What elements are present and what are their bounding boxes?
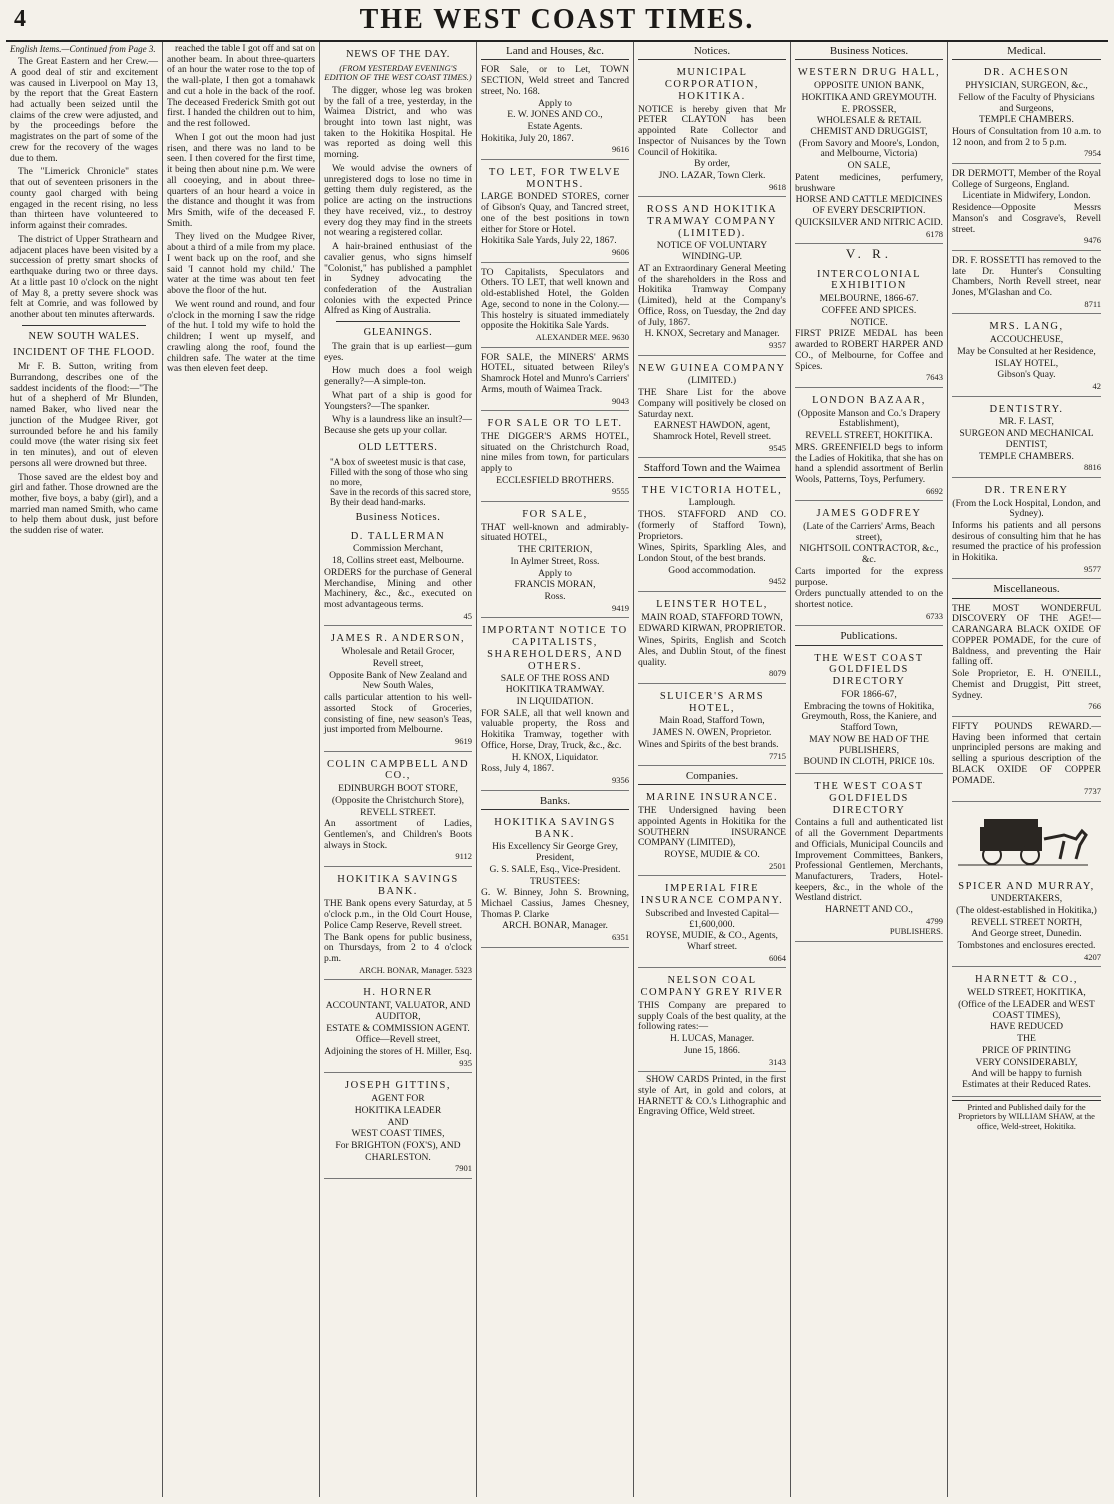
ad-line: For BRIGHTON (FOX'S), AND xyxy=(335,1140,461,1151)
ad-line: IN LIQUIDATION. xyxy=(516,695,594,707)
ad-title: NEW GUINEA COMPANY xyxy=(638,362,786,374)
ad-number: 6692 xyxy=(926,485,943,496)
advertisement xyxy=(481,266,629,348)
section-heading-banks: Banks. xyxy=(481,794,629,810)
ad-line: Gibson's Quay. xyxy=(997,369,1056,381)
article-paragraph: The Great Eastern and her Crew.—A good deal of stir and excitement was caused in Liverpool on May 13, by the report that the Great Eastern had actually been seized until the claims of the crew were adjusted, and by the proceedings before the magistrates on the part of some of the crew for the recovery of the wages due to them. xyxy=(10,56,158,164)
ad-line: G. S. SALE, Esq., Vice-President. xyxy=(489,863,621,875)
ad-line: WEST COAST TIMES, xyxy=(351,1128,445,1140)
ad-number: 7954 xyxy=(1084,148,1101,159)
ad-line: WHOLESALE & RETAIL CHEMIST AND DRUGGIST, xyxy=(810,115,928,137)
poem-line: Save in the records of this sacred store, xyxy=(330,486,471,497)
news-paragraph: We would advise the owners of unregistered dogs to lose no time in getting them duly registered, as the police are acting on the instructions they have received, viz., to destroy every dog they may find in the streets not wearing a registered collar. xyxy=(324,162,472,239)
ad-line: THE CRITERION, xyxy=(517,544,593,556)
ad-number: ARCH. BONAR, Manager. 5323 xyxy=(359,964,472,975)
ad-line: MELBOURNE, 1866-67. xyxy=(819,293,919,305)
ad-line: EDWARD KIRWAN, PROPRIETOR. xyxy=(638,623,786,635)
ad-line: E. PROSSER, xyxy=(841,103,897,115)
ad-line: And will be happy to furnish Estimates at their Reduced Rates. xyxy=(962,1068,1091,1091)
ad-line: Wines and Spirits of the best brands. xyxy=(638,738,779,750)
advertisement xyxy=(952,481,1101,580)
ad-line: Embracing the towns of Hokitika, Greymouth, Ross, the Kaniere, and Stafford Town, xyxy=(801,700,937,734)
article-paragraph: The "Limerick Chronicle" states that out of seventeen prisoners in the county gaol charged with being engaged in the recent rising, no less than thirteen have volunteered to inform against their comrades. xyxy=(10,166,158,232)
ad-number: 9112 xyxy=(455,851,472,862)
ad-number: 42 xyxy=(1092,381,1101,392)
advertisement xyxy=(638,788,786,876)
ad-line: Apply to xyxy=(538,97,572,109)
divider xyxy=(336,321,460,322)
ad-line: UNDERTAKERS, xyxy=(990,893,1063,905)
advertisement xyxy=(638,595,786,684)
advertisement xyxy=(638,481,786,592)
ad-line: THE xyxy=(1017,1033,1036,1045)
advertisement xyxy=(481,351,629,411)
column-5 xyxy=(634,42,791,1497)
ad-line: Opposite Bank of New Zealand and New South Wales, xyxy=(329,669,467,692)
advertisement xyxy=(324,629,472,751)
ad-line: REVELL STREET. xyxy=(360,806,436,818)
gleaning-item: The grain that is up earliest—gum eyes. xyxy=(324,340,472,363)
ad-line: MRS. GREENFIELD begs to inform the Ladies of Hokitika, that she has on hand a splendid assortment of Berlin Wools, Patterns, Toys, Perfumery. xyxy=(795,441,943,485)
column-7 xyxy=(948,42,1105,1497)
ad-line: Informs his patients and all persons desirous of consulting him that he has resumed the practice of his profession in Hokitika. xyxy=(952,519,1101,564)
ad-line: Contains a full and authenticated list of all the Government Departments and Officials, Municipal Councils and Improvement Committees, Bankers, Professional Gentlemen, Merchants, Manufacturers, Traders, Hotel-keepers, &c., in the whole of the Westland district. xyxy=(795,817,943,904)
ad-number: 3143 xyxy=(769,1056,786,1067)
advertisement xyxy=(481,813,629,948)
ad-line: JNO. LAZAR, Town Clerk. xyxy=(658,169,766,181)
ad-title: MUNICIPAL CORPORATION, HOKITIKA. xyxy=(664,67,760,102)
ad-line: TO Capitalists, Speculators and Others. TO LET, that well known and old-established Hotel, the Golden Age, second to none in the Colony.—This hostelry is situated immediately opposite the Hokitika Sale Yards. xyxy=(481,266,629,332)
ad-title: JOSEPH GITTINS, xyxy=(345,1080,451,1092)
article-paragraph: Mr F. B. Sutton, writing from Burrandong, describes one of the saddest incidents of the flood:—"The hut of a shepherd of Mr Blunden, named Baker, who lived near the junction of the Mudgee River, got surrounded before he and his family could move (the water rising six feet in ten minutes), and out of eleven persons all were drowned but three. xyxy=(10,361,158,469)
advertisement xyxy=(952,254,1101,314)
ad-line: (From the Lock Hospital, London, and Sydney). xyxy=(952,497,1101,520)
business-notices-heading: Business Notices. xyxy=(355,511,441,523)
ad-line: REVELL STREET NORTH, xyxy=(970,916,1083,928)
ad-line: FOR SALE, the MINERS' ARMS HOTEL, situated between Riley's Shamrock Hotel and Munro's Carriers' Arms, mouth of Waimea Track. xyxy=(481,351,629,395)
section-heading-notices: Notices. xyxy=(638,44,786,60)
advertisement xyxy=(481,63,629,160)
ad-line: BOUND IN CLOTH, PRICE 10s. xyxy=(803,756,935,768)
ad-number: 9419 xyxy=(612,602,629,613)
masthead xyxy=(6,0,1108,42)
ad-line: MR. F. LAST, xyxy=(999,416,1054,428)
gleaning-item: How much does a fool weigh generally?—A simple-ton. xyxy=(324,365,472,388)
advertisement xyxy=(952,167,1101,251)
ad-line: Good accommodation. xyxy=(668,564,756,576)
ad-line: Licentiate in Midwifery, London. xyxy=(962,190,1091,202)
ad-line: FOR 1866-67, xyxy=(841,688,897,700)
ad-line: JAMES N. OWEN, Proprietor. xyxy=(652,727,772,739)
ad-line: THE DIGGER'S ARMS HOTEL, situated on the Christchurch Road, nine miles from town, for particulars apply to xyxy=(481,430,629,474)
ad-title: JAMES R. ANDERSON, xyxy=(330,633,466,645)
advertisement xyxy=(952,317,1101,396)
ad-number: 9476 xyxy=(1084,235,1101,246)
advertisement xyxy=(795,777,943,942)
ad-title: TO LET, FOR TWELVE MONTHS. xyxy=(488,166,622,190)
ad-line: MAIN ROAD, STAFFORD TOWN, xyxy=(641,611,783,623)
ad-title: IMPERIAL FIRE INSURANCE COMPANY. xyxy=(640,883,784,907)
ad-line: HAVE REDUCED xyxy=(989,1021,1064,1033)
ad-number: 8711 xyxy=(1084,298,1101,309)
advertisement xyxy=(795,391,943,501)
poem-line: Filled with the song of those who sing no more, xyxy=(330,466,468,487)
ad-title: LONDON BAZAAR, xyxy=(812,394,926,406)
ad-signature: PUBLISHERS. xyxy=(889,926,943,937)
ad-line: In Aylmer Street, Ross. xyxy=(510,555,600,567)
article-paragraph: When I got out the moon had just risen, and there was no land to be seen. I then covered for the first time, it being then about nine p.m. We were all cooeying, and in about three-quarters of an hour heard a voice in the distance and thought it was from Mrs Smith, wife of the deceased F. Smith. xyxy=(167,131,315,229)
advertisement xyxy=(324,755,472,867)
ad-number: 8816 xyxy=(1084,462,1101,473)
ad-line: THE Share List for the above Company will positively be closed on Saturday next. xyxy=(638,387,786,420)
column-6 xyxy=(791,42,948,1497)
ad-line: (From Savory and Moore's, London, and Melbourne, Victoria) xyxy=(798,137,940,160)
ad-line: Ross, July 4, 1867. xyxy=(481,763,555,775)
advertisement xyxy=(481,163,629,263)
ad-line: TEMPLE CHAMBERS. xyxy=(979,114,1074,126)
ad-title: SPICER AND MURRAY, xyxy=(958,880,1095,892)
ad-line: May be Consulted at her Residence, xyxy=(957,345,1096,357)
section-heading-publications: Publications. xyxy=(795,629,943,645)
news-subheading: (FROM YESTERDAY EVENING'S EDITION OF THE WEST COAST TIMES.) xyxy=(324,62,472,83)
ad-line: THE Bank opens every Saturday, at 5 o'clock p.m., in the Old Court House, Police Camp Reserve, Revell street. xyxy=(324,898,472,931)
ad-title: FOR SALE, xyxy=(522,508,588,520)
ad-title: IMPORTANT NOTICE TO CAPITALISTS, SHAREHOLDERS, AND OTHERS. xyxy=(482,625,628,672)
ad-line: NOTICE. xyxy=(850,316,888,328)
ad-line: COFFEE AND SPICES. xyxy=(821,304,917,316)
gleaning-item: Why is a laundress like an insult?—Because she gets up your collar. xyxy=(324,414,472,437)
ad-line: TEMPLE CHAMBERS. xyxy=(979,450,1074,462)
ad-line: His Excellency Sir George Grey, President, xyxy=(492,841,618,864)
vr-crest-label: V. R. xyxy=(845,246,893,262)
article-paragraph: The district of Upper Strathearn and adjacent places have been visited by a succession of pretty smart shocks of earthquake during two or three days. At a little past 10 o'clock on the night of May 8, a pretty severe shock was felt at Comrie, and was followed by another about ten minutes afterwards. xyxy=(10,233,158,320)
ad-line: Wines, Spirits, English and Scotch Ales, and Dublin Stout, of the finest quality. xyxy=(638,635,786,668)
ad-line: ISLAY HOTEL, xyxy=(994,357,1059,369)
ad-title: COLIN CAMPBELL AND CO., xyxy=(326,758,470,782)
ad-line: By order, xyxy=(694,158,730,170)
ad-line: Orders punctually attended to on the shortest notice. xyxy=(795,588,943,611)
continued-note: English Items.—Continued from Page 3. xyxy=(10,44,156,54)
ad-line: And George street, Dunedin. xyxy=(971,928,1082,940)
ad-number: 9606 xyxy=(612,247,629,258)
ad-number: 2501 xyxy=(769,860,786,871)
ad-line: Residence—Opposite Messrs Manson's and Cosgrave's, Revell street. xyxy=(952,202,1101,235)
article-paragraph: reached the table I got off and sat on another beam. In about three-quarters of an hour the water rose to the top of the wall-plate, I then got a tomahawk and cut a hole in the back of the roof. The deceased Frederick Smith got out first. I handed the children out to him, and the rest followed. xyxy=(167,43,315,130)
ad-line: THE Undersigned having been appointed Agents in Hokitika for the SOUTHERN INSURANCE COMPANY (LIMITED), xyxy=(638,805,786,849)
ad-number: 9577 xyxy=(1084,563,1101,574)
ad-line: MAY NOW BE HAD OF THE PUBLISHERS, xyxy=(809,733,929,756)
ad-line: OPPOSITE UNION BANK, xyxy=(813,80,925,92)
ad-title: THE WEST COAST GOLDFIELDS DIRECTORY xyxy=(814,781,924,816)
poem xyxy=(330,457,472,507)
ad-title: DENTISTRY. xyxy=(989,403,1064,415)
ad-line: ACCOUCHEUSE, xyxy=(989,334,1064,346)
ad-line: AT an Extraordinary General Meeting of the shareholders in the Ross and Hokitika Tramway Company (Limited), held at the Company's Office, Ross, on Tuesday, the 2nd day of July, 1867. xyxy=(638,262,786,328)
ad-title: WESTERN DRUG HALL, xyxy=(797,67,941,79)
ad-line: EDINBURGH BOOT STORE, xyxy=(338,783,458,795)
advertisement xyxy=(324,527,472,627)
ad-number: 6064 xyxy=(769,952,786,963)
section-heading-land: Land and Houses, &c. xyxy=(481,44,629,60)
ad-line: NIGHTSOIL CONTRACTOR, &c., &c. xyxy=(799,543,939,566)
ad-line: DR. F. ROSSETTI has removed to the late Dr. Hunter's Consulting Chambers, North Revell street, near Jones, M'Glashan and Co. xyxy=(952,254,1101,299)
ad-line: FIRST PRIZE MEDAL has been awarded to ROBERT HARPER AND CO., of Melbourne, for Coffee and Spices. xyxy=(795,328,943,372)
ad-line: calls particular attention to his well-assorted Stock of Groceries, consisting of fine, new season's Teas, just imported from Melbourne. xyxy=(324,692,472,736)
advertisement xyxy=(481,505,629,618)
show-cards-notice: SHOW CARDS Printed, in the first style of Art, in gold and colors, at HARNETT & CO.'s Lithographic and Engraving Office, Weld street. xyxy=(638,1074,786,1118)
section-heading-stafford: Stafford Town and the Waimea xyxy=(638,461,786,477)
ad-title: HARNETT & CO., xyxy=(974,974,1079,986)
advertisement xyxy=(795,649,943,774)
ad-line: Wholesale and Retail Grocer, xyxy=(341,646,455,658)
ad-line: Main Road, Stafford Town, xyxy=(659,715,765,727)
ad-line: FOR SALE, all that well known and valuable property, the Ross and Hokitika Tramway, together with Office, Horse, Dray, Truck, &c., &c. xyxy=(481,707,629,751)
ad-line: Adjoining the stores of H. Miller, Esq. xyxy=(324,1046,472,1058)
ad-line: (Office of the LEADER and WEST COAST TIMES), xyxy=(958,998,1095,1021)
ad-title: NELSON COAL COMPANY GREY RIVER xyxy=(640,975,784,999)
ad-number: 4207 xyxy=(1084,951,1101,962)
ad-number: 9357 xyxy=(769,340,786,351)
ad-title: DR. ACHESON xyxy=(983,67,1070,79)
page-number: 4 xyxy=(14,6,26,32)
ad-line: (LIMITED.) xyxy=(687,375,737,387)
advertisement xyxy=(952,400,1101,478)
ad-line: NOTICE is hereby given that Mr PETER CLAYTON has been appointed Rate Collector and Inspector of Nuisances by the Town Council of Hokitika. xyxy=(638,103,786,158)
ad-number: 7643 xyxy=(926,372,943,383)
ad-number: 4799 xyxy=(926,915,943,926)
advertisement xyxy=(795,63,943,244)
ad-title: H. HORNER xyxy=(363,987,433,999)
column-2 xyxy=(163,42,320,1497)
gleanings-heading: GLEANINGS. xyxy=(363,327,433,339)
news-paragraph: A hair-brained enthusiast of the cavalier genus, who signs himself "Colonist," has published a pamphlet in Sydney advocating the confederation of the Australian colonies with the expected Prince Alfred as King of Australia. xyxy=(324,241,472,317)
ad-line: THOS. STAFFORD AND CO. (formerly of Stafford Town), Proprietors. xyxy=(638,509,786,542)
ad-number: 9356 xyxy=(612,774,629,785)
poem-line: "A box of sweetest music is that case, xyxy=(330,456,466,467)
ad-line: Apply to xyxy=(538,567,572,579)
advertisement xyxy=(952,720,1101,802)
letters-heading: OLD LETTERS. xyxy=(358,441,438,453)
ad-number: 6351 xyxy=(612,932,629,943)
ad-line: ARCH. BONAR, Manager. xyxy=(502,920,608,932)
ad-line: H. KNOX, Secretary and Manager. xyxy=(644,328,780,340)
advertisement xyxy=(638,687,786,766)
ad-number: 9616 xyxy=(612,144,629,155)
ad-number: 7737 xyxy=(1084,786,1101,797)
ad-line: Office—Revell street, xyxy=(355,1034,441,1046)
advertisement xyxy=(481,621,629,790)
ad-line: THAT well-known and admirably-situated HOTEL, xyxy=(481,521,629,544)
ad-line: ROYSE, MUDIE, & CO., Agents, Wharf street. xyxy=(646,930,778,953)
ad-line: Estate Agents. xyxy=(527,120,583,132)
ad-number: 935 xyxy=(459,1057,472,1068)
column-1 xyxy=(6,42,163,1497)
ad-title: INTERCOLONIAL EXHIBITION xyxy=(816,268,922,292)
ad-line: (Late of the Carriers' Arms, Beach street), xyxy=(803,520,935,543)
ad-line: (Opposite the Christchurch Store), xyxy=(331,794,465,806)
ad-line: (The oldest-established in Hokitika,) xyxy=(956,905,1097,917)
ad-line: TRUSTEES: xyxy=(529,875,581,887)
ad-line: H. LUCAS, Manager. xyxy=(670,1033,754,1045)
ad-line: ORDERS for the purchase of General Merchandise, Mining and other Machinery, &c., &c., executed on most advantageous terms. xyxy=(324,566,472,611)
advertisement xyxy=(638,63,786,197)
ad-line: H. KNOX, Liquidator. xyxy=(511,751,599,763)
ad-line: Wines, Spirits, Sparkling Ales, and London Stout, of the best brands. xyxy=(638,542,786,564)
ad-number: ALEXANDER MEE. 9630 xyxy=(535,332,629,343)
ad-number: 9043 xyxy=(612,395,629,406)
ad-title: ROSS AND HOKITIKA TRAMWAY COMPANY (LIMITED). xyxy=(646,204,778,239)
ad-line: Hokitika, July 20, 1867. xyxy=(481,132,574,144)
section-heading-miscellaneous: Miscellaneous. xyxy=(952,582,1101,598)
ad-title: MARINE INSURANCE. xyxy=(645,792,779,804)
ad-line: PRICE OF PRINTING xyxy=(981,1044,1072,1056)
section-heading-nsw: NEW SOUTH WALES. xyxy=(28,330,140,342)
ad-line: SALE OF THE ROSS AND HOKITIKA TRAMWAY. xyxy=(500,673,610,696)
ad-line: (Opposite Manson and Co.'s Drapery Establishment), xyxy=(797,407,941,430)
article-paragraph: They lived on the Mudgee River, about a third of a mile from my place. I went back up on the roof, and she said 'I cannot hold my child.' The water at the time was about ten feet above the floor of the hut. xyxy=(167,231,315,297)
ad-line: Sole Proprietor, E. H. O'NEILL, Chemist and Druggist, Pitt street, Sydney. xyxy=(952,668,1101,701)
divider xyxy=(22,325,146,326)
ad-line: CHARLESTON. xyxy=(365,1151,431,1163)
advertisement xyxy=(324,983,472,1073)
ad-number: 9452 xyxy=(769,576,786,587)
ad-title: LEINSTER HOTEL, xyxy=(656,598,768,610)
section-heading-business: Business Notices. xyxy=(795,44,943,60)
ad-number: 9618 xyxy=(769,181,786,192)
advertisement xyxy=(795,504,943,626)
ad-line: DR DERMOTT, Member of the Royal College of Surgeons, England. xyxy=(952,167,1101,190)
ad-title: MRS. LANG, xyxy=(989,321,1064,333)
ad-title: DR. TRENERY xyxy=(984,484,1069,496)
advertisement xyxy=(481,414,629,502)
ad-title: HOKITIKA SAVINGS BANK. xyxy=(494,816,616,840)
columns xyxy=(6,42,1108,1497)
ad-line: SURGEON AND MECHANICAL DENTIST, xyxy=(959,428,1094,450)
ad-line: EARNEST HAWDON, agent, Shamrock Hotel, Revell street. xyxy=(652,420,772,443)
ad-line: ACCOUNTANT, VALUATOR, AND AUDITOR, xyxy=(325,1000,471,1022)
ad-line: FOR Sale, or to Let, TOWN SECTION, Weld street and Tancred street, No. 168. xyxy=(481,64,629,97)
advertisement xyxy=(952,63,1101,164)
ad-number: 9545 xyxy=(769,442,786,453)
ad-line: Hours of Consultation from 10 a.m. to 12 noon, and from 2 to 5 p.m. xyxy=(952,126,1101,148)
section-heading-companies: Companies. xyxy=(638,769,786,785)
ad-number: 766 xyxy=(1088,701,1101,712)
ad-number: 7715 xyxy=(769,750,786,761)
ad-line: NOTICE OF VOLUNTARY WINDING-UP. xyxy=(656,240,768,263)
advertisement xyxy=(324,870,472,980)
ad-line: Fellow of the Faculty of Physicians and Surgeons, xyxy=(958,91,1095,114)
ad-title: THE VICTORIA HOTEL, xyxy=(641,484,783,496)
ad-line: HOKITIKA LEADER xyxy=(354,1104,442,1116)
ad-title: JAMES GODFREY xyxy=(816,508,922,520)
ad-line: Patent medicines, perfumery, brushware xyxy=(795,171,943,194)
printer-imprint: Printed and Published daily for the Proprietors by WILLIAM SHAW, at the office, Weld-street, Hokitika. xyxy=(952,1100,1101,1132)
advertisement xyxy=(638,879,786,968)
ad-line: ESTATE & COMMISSION AGENT. xyxy=(326,1022,470,1034)
ad-line: LARGE BONDED STORES, corner of Gibson's Quay, and Tancred street, one of the best positions in town either for Store or Hotel. xyxy=(481,191,629,235)
ad-line: Hokitika Sale Yards, July 22, 1867. xyxy=(481,235,617,247)
ad-line: G. W. Binney, John S. Browning, Michael Cassius, James Chesney, Thomas P. Clarke xyxy=(481,887,629,920)
ad-line: The Bank opens for public business, on Thursdays, from 2 to 4 o'clock p.m. xyxy=(324,931,472,965)
gleaning-item: What part of a ship is good for Youngsters?—The spanker. xyxy=(324,389,472,412)
ad-line: Subscribed and Invested Capital—£1,600,000. xyxy=(645,907,779,930)
ad-title: THE WEST COAST GOLDFIELDS DIRECTORY xyxy=(814,652,924,688)
ad-line: An assortment of Ladies, Gentlemen's, and Children's Boots always in Stock. xyxy=(324,818,472,851)
ad-line: REVELL STREET, HOKITIKA. xyxy=(805,430,933,442)
ad-line: VERY CONSIDERABLY, xyxy=(975,1056,1078,1068)
ad-line: ON SALE, xyxy=(847,160,891,172)
ad-title: D. TALLERMAN xyxy=(350,530,446,542)
ad-title: SLUICER'S ARMS HOTEL, xyxy=(659,690,765,714)
ad-line: Lamplough. xyxy=(688,497,736,509)
ad-title: FOR SALE OR TO LET. xyxy=(487,418,623,430)
ad-line: Commission Merchant, xyxy=(352,543,444,555)
poem-line: By their dead hand-marks. xyxy=(330,496,426,507)
advertisement xyxy=(638,200,786,355)
advertisement xyxy=(638,359,786,459)
ad-line: THIS Company are prepared to supply Coals of the best quality, at the following rates:— xyxy=(638,999,786,1033)
ad-line: E. W. JONES AND CO., xyxy=(507,109,603,121)
section-heading-medical: Medical. xyxy=(952,44,1101,60)
ad-line: June 15, 1866. xyxy=(684,1044,740,1056)
ad-number: 6733 xyxy=(926,610,943,621)
ad-number: 9619 xyxy=(455,736,472,747)
ad-number: 45 xyxy=(463,610,472,621)
news-heading: NEWS OF THE DAY. xyxy=(346,49,450,60)
article-paragraph: Those saved are the eldest boy and girl and father. Those drowned are the mother, five boys, a baby (girl), and a married man named Smith, who came to help them about dusk, just before the sudden rise of water. xyxy=(10,471,158,537)
ad-line: Revell street, xyxy=(372,657,424,669)
advertisement xyxy=(324,1076,472,1179)
ad-line: ECCLESFIELD BROTHERS. xyxy=(496,474,614,486)
ad-line: AND xyxy=(387,1116,409,1128)
article-heading-flood: INCIDENT OF THE FLOOD. xyxy=(13,347,155,359)
ad-line: HOKITIKA AND GREYMOUTH. xyxy=(801,91,937,103)
news-paragraph: The digger, whose leg was broken by the fall of a tree, yesterday, in the Waimea District, and who was brought into town last night, was taken to the Hokitika Hospital. He was reported as doing well this morning. xyxy=(324,84,472,161)
ad-number: 8079 xyxy=(769,668,786,679)
ad-line: FRANCIS MORAN, xyxy=(514,579,596,591)
hearse-carriage-illustration xyxy=(952,809,1092,869)
ad-line: 18, Collins street east, Melbourne. xyxy=(332,555,464,567)
ad-number: 6178 xyxy=(926,228,943,239)
ad-number: 9555 xyxy=(612,486,629,497)
ad-line: WELD STREET, HOKITIKA, xyxy=(967,987,1086,999)
ad-line: AGENT FOR xyxy=(371,1093,425,1105)
advertisement xyxy=(952,970,1101,1096)
ad-line: ROYSE, MUDIE & CO. xyxy=(664,849,760,861)
advertisement xyxy=(952,877,1101,968)
ad-line: PHYSICIAN, SURGEON, &c., xyxy=(965,80,1088,92)
column-4 xyxy=(477,42,634,1497)
ad-line: FIFTY POUNDS REWARD.—Having been informed that certain unprincipled persons are making and selling a spurious description of the BLACK OXIDE OF COPPER POMADE. xyxy=(952,720,1101,786)
article-paragraph: We went round and round, and four o'clock in the morning I saw the ridge of the hut. I told my wife to hold the children; I went up myself, and crawling along the roof, found the children safe. The water at the time was then eleven feet deep. xyxy=(167,298,315,375)
ad-line: Tombstones and enclosures erected. xyxy=(957,940,1096,952)
ad-line: HORSE AND CATTLE MEDICINES OF EVERY DESCRIPTION. xyxy=(795,194,943,217)
ad-title: HOKITIKA SAVINGS BANK. xyxy=(337,873,459,897)
advertisement xyxy=(638,971,786,1072)
column-3 xyxy=(320,42,477,1497)
advertisement xyxy=(795,265,943,388)
ad-line: THE MOST WONDERFUL DISCOVERY OF THE AGE!—CARANGARA BLACK OXIDE OF COPPER POMADE, for the cure of Baldness, and preventing the Hair falling off. xyxy=(952,602,1101,668)
newspaper-title: THE WEST COAST TIMES. xyxy=(359,4,755,35)
ad-line: HARNETT AND CO., xyxy=(825,904,913,916)
ad-number: 7901 xyxy=(455,1163,472,1174)
ad-line: Ross. xyxy=(544,591,566,603)
ad-line: QUICKSILVER AND NITRIC ACID. xyxy=(795,216,943,228)
advertisement xyxy=(952,602,1101,717)
ad-line: Carts imported for the express purpose. xyxy=(795,565,943,588)
